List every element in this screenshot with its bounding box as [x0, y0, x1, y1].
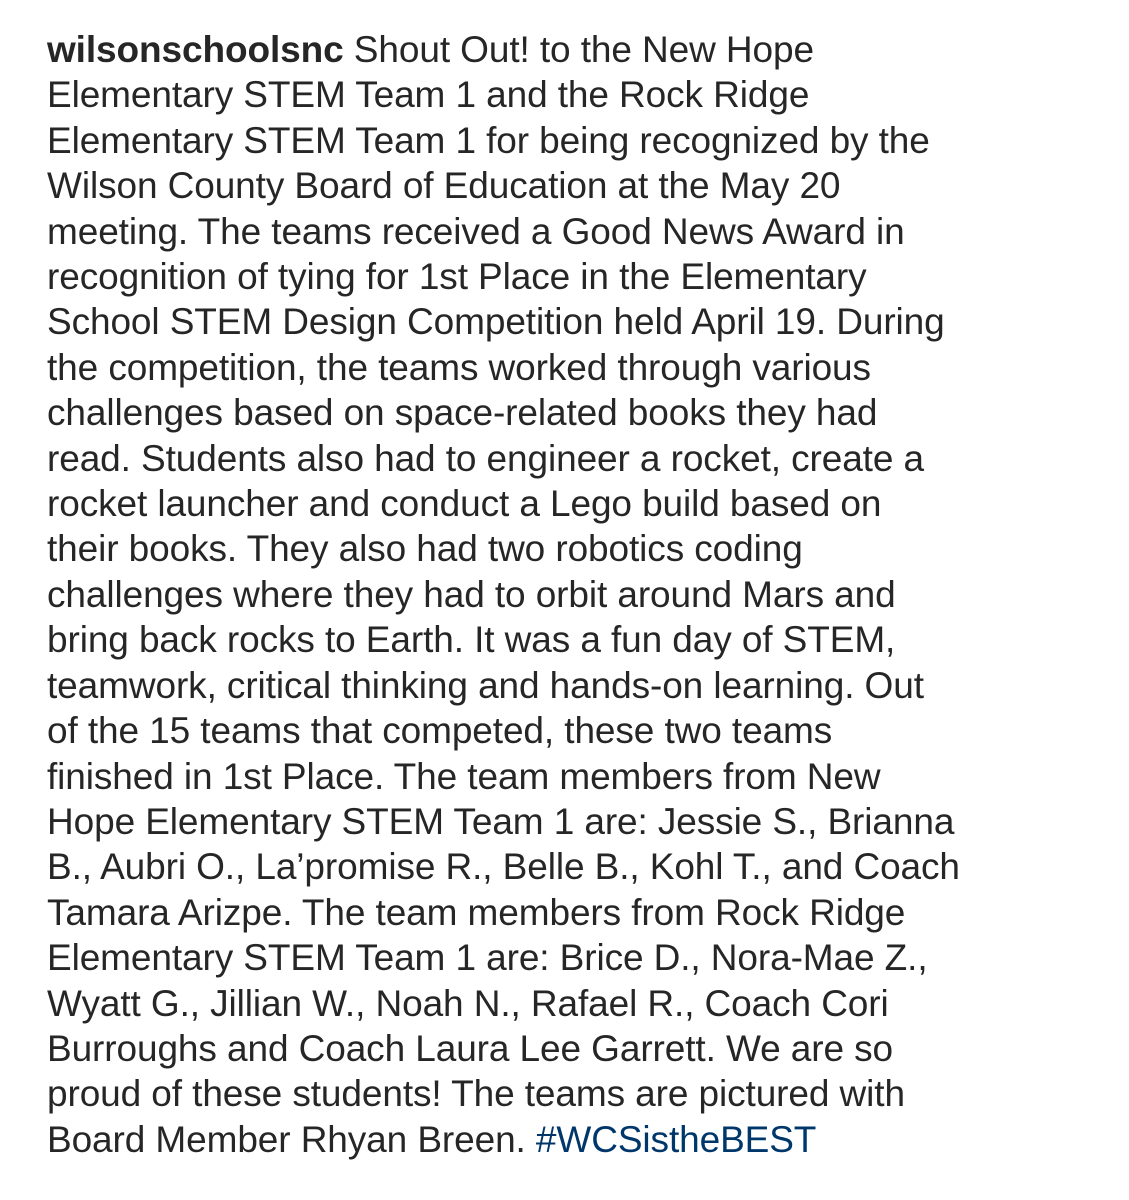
- caption-text: Shout Out! to the New Hope: [343, 29, 814, 70]
- hashtag-link[interactable]: #WCSistheBEST: [535, 1118, 817, 1160]
- caption-text: School STEM Design Competition held April 19. During: [47, 301, 945, 343]
- caption-text: challenges where they had to orbit around Mars and: [47, 573, 896, 615]
- caption-text: their books. They also had two robotics coding: [47, 528, 803, 570]
- caption-text: Board Member Rhyan Breen.: [47, 1118, 536, 1160]
- caption-text: Elementary STEM Team 1 and the Rock Ridge: [47, 74, 810, 116]
- post-caption: [47, 27, 1122, 1162]
- caption-text: B., Aubri O., La’promise R., Belle B., Kohl T., and Coach: [47, 846, 960, 888]
- caption-text: Wyatt G., Jillian W., Noah N., Rafael R., Coach Cori: [47, 982, 889, 1024]
- caption-text: the competition, the teams worked through various: [47, 346, 871, 388]
- caption-text: proud of these students! The teams are pictured with: [47, 1073, 905, 1115]
- caption-text: Elementary STEM Team 1 for being recognized by the: [47, 119, 930, 161]
- caption-text: recognition of tying for 1st Place in the Elementary: [47, 256, 867, 298]
- caption-text: Tamara Arizpe. The team members from Rock Ridge: [47, 891, 906, 933]
- caption-text: bring back rocks to Earth. It was a fun day of STEM,: [47, 619, 896, 661]
- caption-text: Elementary STEM Team 1 are: Brice D., Nora-Mae Z.,: [47, 937, 928, 979]
- caption-text: teamwork, critical thinking and hands-on learning. Out: [47, 664, 924, 706]
- caption-text: Burroughs and Coach Laura Lee Garrett. We are so: [47, 1027, 894, 1069]
- caption-text: finished in 1st Place. The team members from New: [47, 755, 881, 797]
- caption-text: read. Students also had to engineer a rocket, create a: [47, 437, 924, 479]
- caption-text: of the 15 teams that competed, these two teams: [47, 710, 833, 752]
- caption-text: challenges based on space-related books they had: [47, 392, 878, 434]
- caption-text: Hope Elementary STEM Team 1 are: Jessie S., Brianna: [47, 800, 955, 842]
- caption-text: Wilson County Board of Education at the May 20: [47, 165, 841, 207]
- caption-text: meeting. The teams received a Good News Award in: [47, 210, 905, 252]
- username-link[interactable]: wilsonschoolsnc: [47, 29, 344, 70]
- caption-text: rocket launcher and conduct a Lego build based on: [47, 483, 882, 525]
